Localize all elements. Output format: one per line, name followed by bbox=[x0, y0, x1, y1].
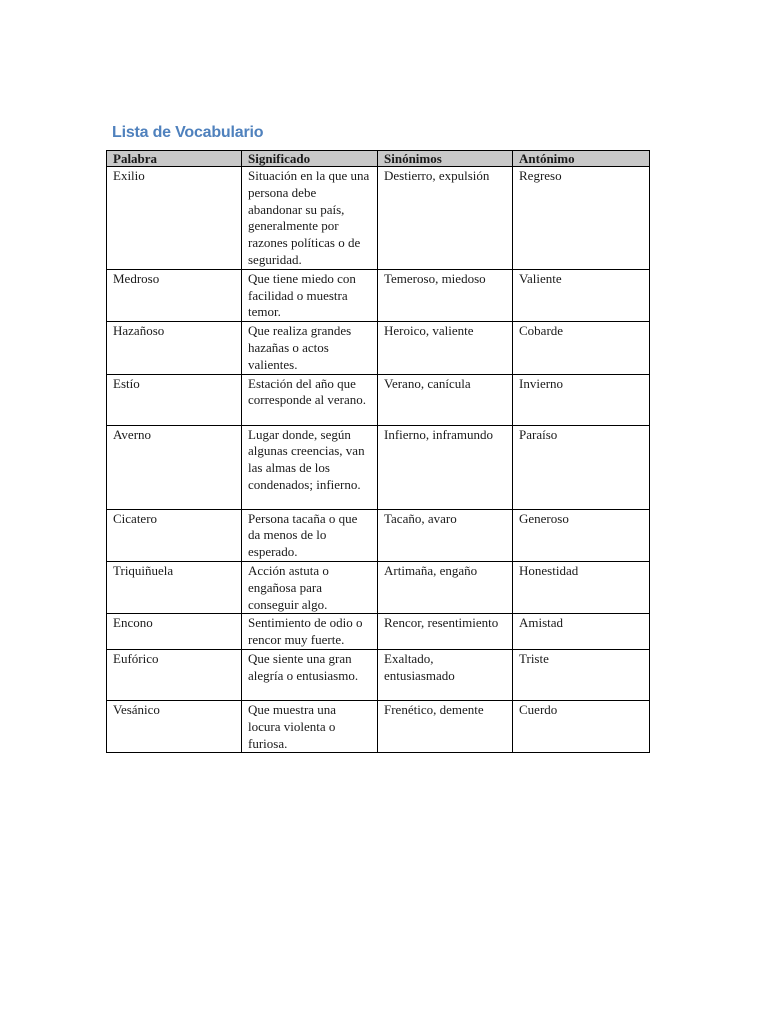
table-row bbox=[107, 509, 650, 561]
cell-palabra: Encono bbox=[107, 614, 242, 650]
cell-sinonimos: Exaltado, entusiasmado bbox=[378, 649, 513, 700]
cell-significado: Que muestra una locura violenta o furiosa. bbox=[242, 700, 378, 752]
cell-significado: Persona tacaña o que da menos de lo esperado. bbox=[242, 509, 378, 561]
page-title: Lista de Vocabulario bbox=[112, 124, 264, 141]
table-row bbox=[107, 374, 650, 425]
cell-sinonimos: Destierro, expulsión bbox=[378, 167, 513, 270]
cell-sinonimos: Temeroso, miedoso bbox=[378, 269, 513, 321]
table-row bbox=[107, 269, 650, 321]
cell-palabra: Vesánico bbox=[107, 700, 242, 752]
cell-antonimo: Paraíso bbox=[513, 425, 650, 509]
cell-significado: Acción astuta o engañosa para conseguir algo. bbox=[242, 561, 378, 613]
cell-antonimo: Invierno bbox=[513, 374, 650, 425]
cell-significado: Estación del año que corresponde al verano. bbox=[242, 374, 378, 425]
cell-significado: Que realiza grandes hazañas o actos valientes. bbox=[242, 322, 378, 374]
cell-antonimo: Generoso bbox=[513, 509, 650, 561]
table-row bbox=[107, 649, 650, 700]
cell-significado: Lugar donde, según algunas creencias, van las almas de los condenados; infierno. bbox=[242, 425, 378, 509]
cell-sinonimos: Tacaño, avaro bbox=[378, 509, 513, 561]
cell-palabra: Hazañoso bbox=[107, 322, 242, 374]
header-antonimo: Antónimo bbox=[513, 151, 650, 167]
cell-palabra: Averno bbox=[107, 425, 242, 509]
table-row bbox=[107, 614, 650, 650]
table-row bbox=[107, 167, 650, 270]
cell-palabra: Estío bbox=[107, 374, 242, 425]
table-header-row bbox=[107, 151, 650, 167]
cell-sinonimos: Verano, canícula bbox=[378, 374, 513, 425]
header-significado: Significado bbox=[242, 151, 378, 167]
cell-sinonimos: Heroico, valiente bbox=[378, 322, 513, 374]
cell-palabra: Exilio bbox=[107, 167, 242, 270]
vocabulary-table bbox=[106, 150, 650, 753]
cell-sinonimos: Rencor, resentimiento bbox=[378, 614, 513, 650]
table-row bbox=[107, 322, 650, 374]
cell-antonimo: Regreso bbox=[513, 167, 650, 270]
cell-significado: Que siente una gran alegría o entusiasmo. bbox=[242, 649, 378, 700]
cell-significado: Que tiene miedo con facilidad o muestra temor. bbox=[242, 269, 378, 321]
cell-sinonimos: Frenético, demente bbox=[378, 700, 513, 752]
table-row bbox=[107, 425, 650, 509]
cell-palabra: Eufórico bbox=[107, 649, 242, 700]
cell-antonimo: Cuerdo bbox=[513, 700, 650, 752]
cell-palabra: Cicatero bbox=[107, 509, 242, 561]
table-row bbox=[107, 561, 650, 613]
table-row bbox=[107, 700, 650, 752]
header-palabra: Palabra bbox=[107, 151, 242, 167]
cell-significado: Sentimiento de odio o rencor muy fuerte. bbox=[242, 614, 378, 650]
cell-antonimo: Cobarde bbox=[513, 322, 650, 374]
cell-palabra: Medroso bbox=[107, 269, 242, 321]
cell-antonimo: Triste bbox=[513, 649, 650, 700]
cell-palabra: Triquiñuela bbox=[107, 561, 242, 613]
cell-antonimo: Amistad bbox=[513, 614, 650, 650]
cell-sinonimos: Artimaña, engaño bbox=[378, 561, 513, 613]
header-sinonimos: Sinónimos bbox=[378, 151, 513, 167]
cell-antonimo: Honestidad bbox=[513, 561, 650, 613]
cell-sinonimos: Infierno, inframundo bbox=[378, 425, 513, 509]
cell-antonimo: Valiente bbox=[513, 269, 650, 321]
cell-significado: Situación en la que una persona debe abandonar su país, generalmente por razones políticas o de seguridad. bbox=[242, 167, 378, 270]
